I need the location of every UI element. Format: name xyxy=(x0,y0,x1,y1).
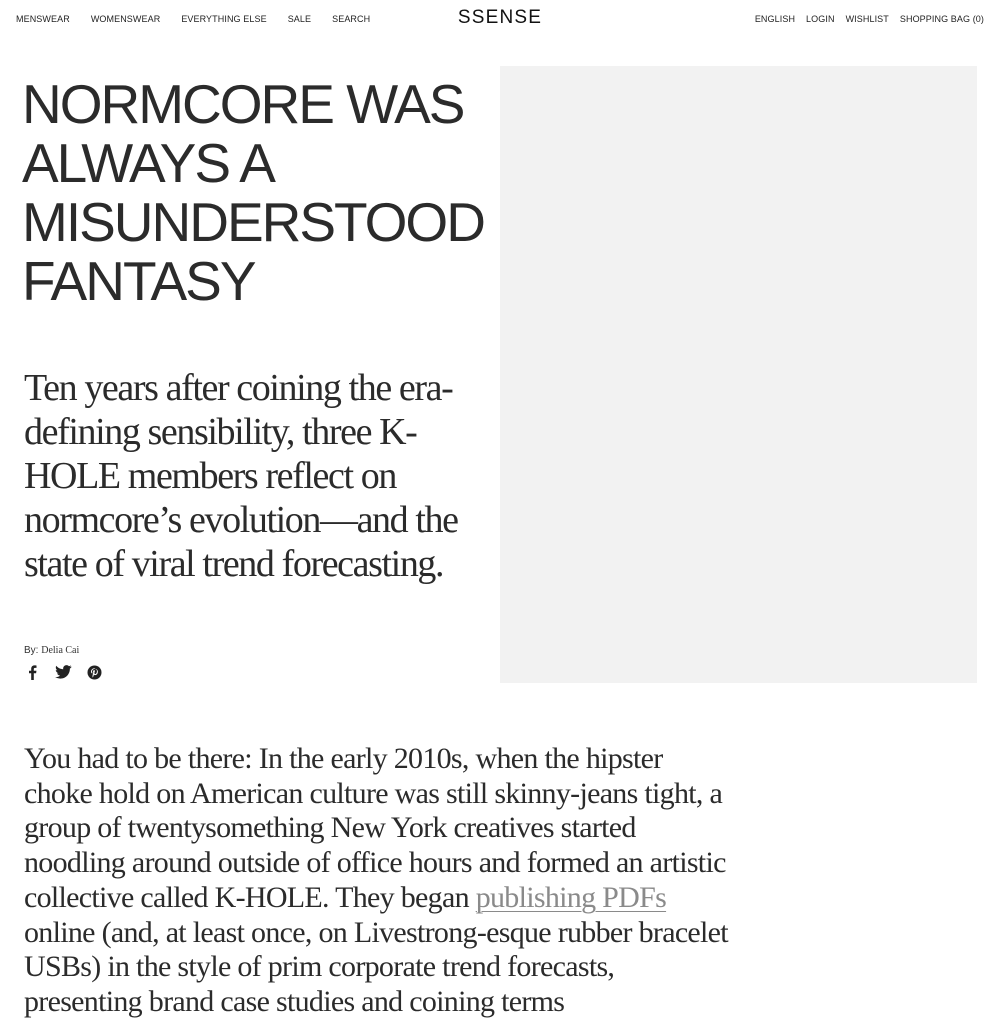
nav-menswear-link[interactable]: MENSWEAR xyxy=(16,14,70,24)
article-byline xyxy=(24,645,79,656)
language-selector[interactable]: ENGLISH xyxy=(754,14,796,24)
nav-womenswear-link[interactable]: WOMENSWEAR xyxy=(90,14,161,24)
author-name: Delia Cai xyxy=(41,645,80,656)
shopping-bag-link[interactable]: SHOPPING BAG (0) xyxy=(899,14,984,24)
article-subtitle: Ten years after coining the era-defining sensibility, three K-HOLE members reflect on normcore’s evolution—and the state of viral trend forecasting. xyxy=(24,367,458,585)
wishlist-link[interactable]: WISHLIST xyxy=(845,14,889,24)
facebook-icon[interactable] xyxy=(24,663,40,681)
hero-image-placeholder xyxy=(500,66,977,683)
login-link[interactable]: LOGIN xyxy=(806,14,835,24)
body-text-intro: You had to be there: In the early 2010s, when the hipster choke hold on American culture was still skinny-jeans tight, a group of twentysomething New York creatives started noodling around outside of office hours and formed an artistic collective called K-HOLE. They began xyxy=(24,742,726,914)
nav-search-link[interactable]: SEARCH xyxy=(332,14,371,24)
body-text-continued: online (and, at least once, on Livestrong-esque rubber bracelet USBs) in the style of prim corporate trend forecasts, presenting brand case studies and coining terms xyxy=(24,915,728,1018)
nav-everything-else-link[interactable]: EVERYTHING ELSE xyxy=(181,14,267,24)
share-buttons xyxy=(24,663,102,681)
pinterest-icon[interactable] xyxy=(86,663,102,681)
ssense-logo[interactable]: SSENSE xyxy=(457,7,543,28)
byline-label: By: xyxy=(24,645,39,656)
top-navigation xyxy=(0,0,1000,40)
article-body-paragraph xyxy=(24,742,736,1020)
publishing-pdfs-link[interactable]: publishing PDFs xyxy=(475,880,667,914)
account-nav xyxy=(755,14,984,24)
twitter-icon[interactable] xyxy=(55,663,71,681)
article-title: NORMCORE WAS ALWAYS A MISUNDERSTOOD FANTASY xyxy=(22,73,484,312)
nav-sale-link[interactable]: SALE xyxy=(287,14,312,24)
